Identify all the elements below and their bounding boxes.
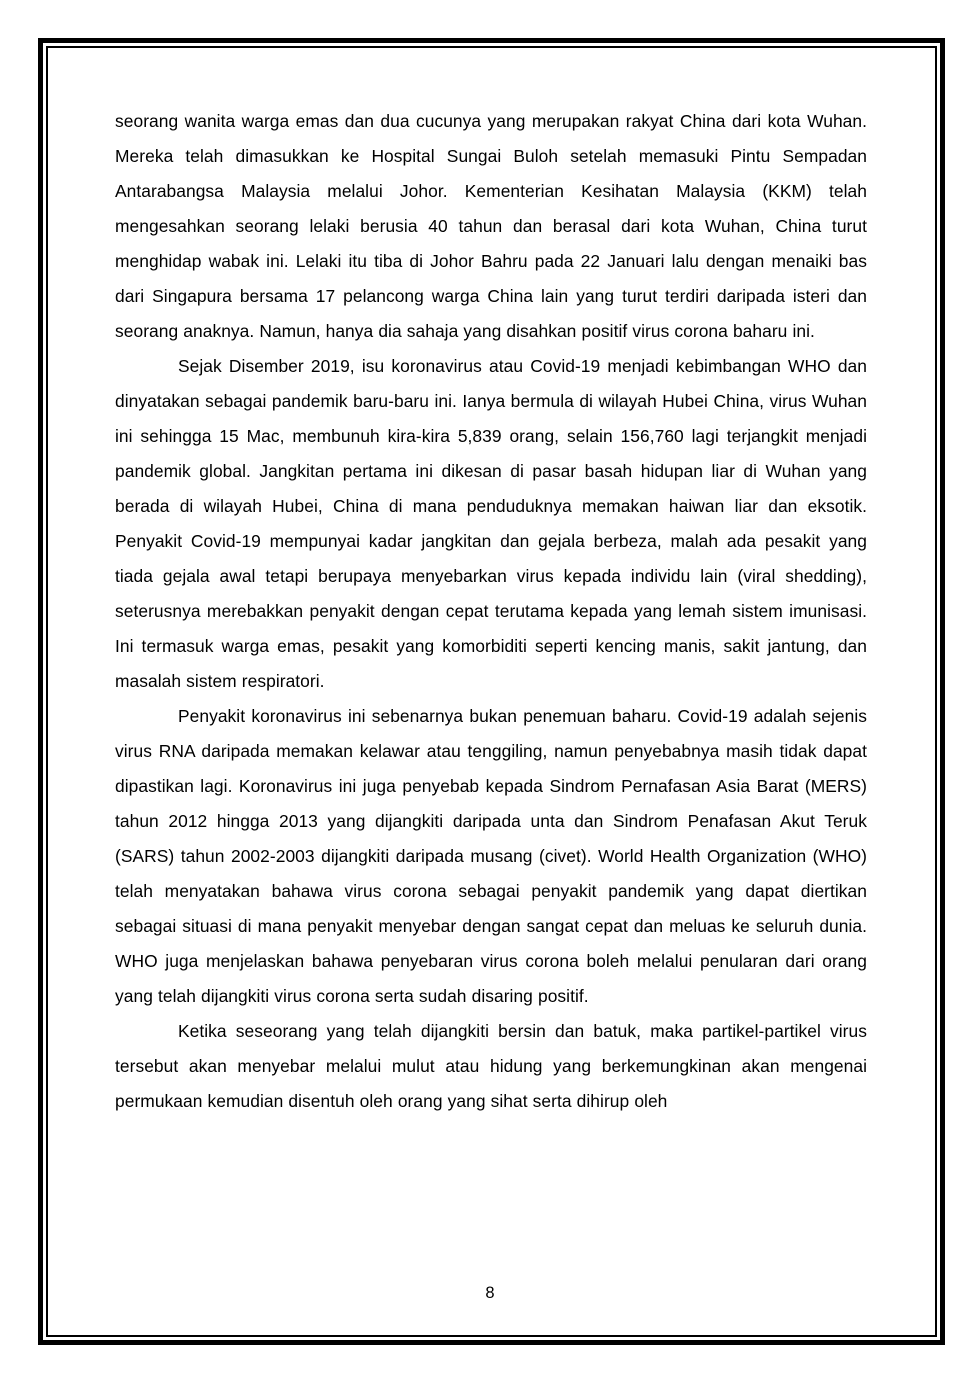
paragraph-2: Sejak Disember 2019, isu koronavirus atau Covid-19 menjadi kebimbangan WHO dan dinyatakan sebagai pandemik baru-baru ini. Ianya bermula di wilayah Hubei China, virus Wuhan ini sehingga 15 Mac, membunuh kira-kira 5,839 orang, selain 156,760 lagi terjangkit menjadi pandemik global. Jangkitan pertama ini dikesan di pasar basah hidupan liar di Wuhan yang berada di wilayah Hubei, China di mana penduduknya memakan haiwan liar dan eksotik. Penyakit Covid-19 mempunyai kadar jangkitan dan gejala berbeza, malah ada pesakit yang tiada gejala awal tetapi berupaya menyebarkan virus kepada individu lain (viral shedding), seterusnya merebakkan penyakit dengan cepat terutama kepada yang lemah sistem imunisasi. Ini termasuk warga emas, pesakit yang komorbiditi seperti kencing manis, sakit jantung, dan masalah sistem respiratori. <box>115 356 867 691</box>
paragraph-1: seorang wanita warga emas dan dua cucunya yang merupakan rakyat China dari kota Wuhan. Mereka telah dimasukkan ke Hospital Sungai Buloh setelah memasuki Pintu Sempadan Antarabangsa Malaysia melalui Johor. Kementerian Kesihatan Malaysia (KKM) telah mengesahkan seorang lelaki berusia 40 tahun dan berasal dari kota Wuhan, China turut menghidap wabak ini. Lelaki itu tiba di Johor Bahru pada 22 Januari lalu dengan menaiki bas dari Singapura bersama 17 pelancong warga China lain yang turut terdiri daripada isteri dan seorang anaknya. Namun, hanya dia sahaja yang disahkan positif virus corona baharu ini. <box>115 111 867 341</box>
paragraph-3: Penyakit koronavirus ini sebenarnya bukan penemuan baharu. Covid-19 adalah sejenis virus RNA daripada memakan kelawar atau tenggiling, namun penyebabnya masih tidak dapat dipastikan lagi. Koronavirus ini juga penyebab kepada Sindrom Pernafasan Asia Barat (MERS) tahun 2012 hingga 2013 yang dijangkiti daripada unta dan Sindrom Penafasan Akut Teruk (SARS) tahun 2002-2003 dijangkiti daripada musang (civet). World Health Organization (WHO) telah menyatakan bahawa virus corona sebagai penyakit pandemik yang dapat diertikan sebagai situasi di mana penyakit menyebar dengan sangat cepat dan meluas ke seluruh dunia. WHO juga menjelaskan bahawa penyebaran virus corona boleh melalui penularan dari orang yang telah dijangkiti virus corona serta sudah disaring positif. <box>115 706 867 1006</box>
paragraph-4: Ketika seseorang yang telah dijangkiti bersin dan batuk, maka partikel-partikel virus tersebut akan menyebar melalui mulut atau hidung yang berkemungkinan akan mengenai permukaan kemudian disentuh oleh orang yang sihat serta dihirup oleh <box>115 1021 867 1111</box>
page-number: 8 <box>485 1284 495 1302</box>
document-text-column <box>115 104 867 1119</box>
